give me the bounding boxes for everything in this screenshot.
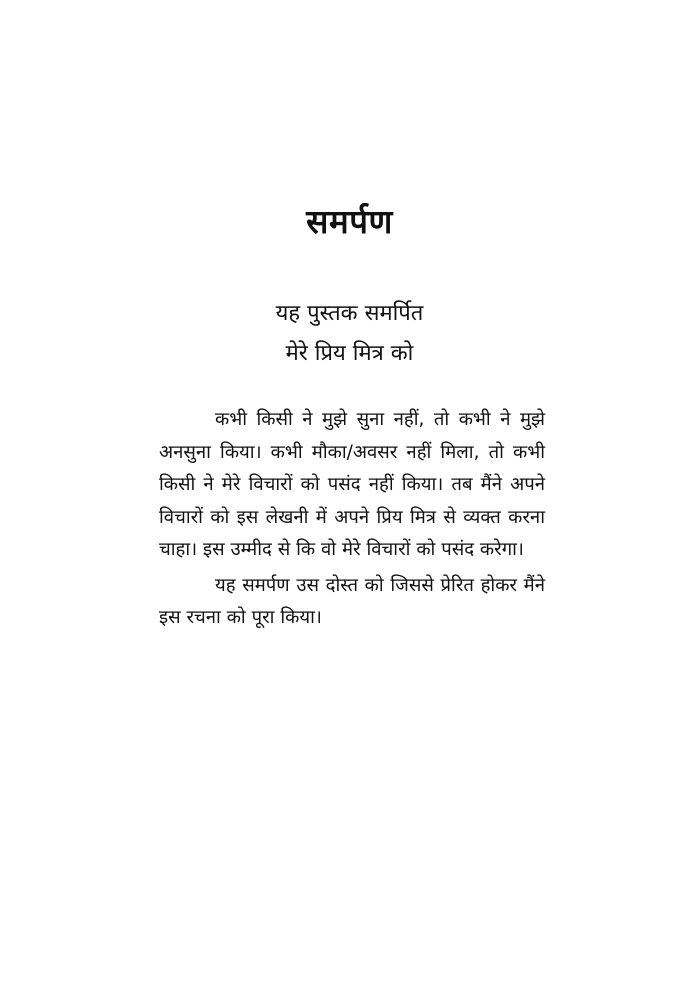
body-paragraph-1: कभी किसी ने मुझे सुना नहीं, तो कभी ने मुझे अनसुना किया। कभी मौका/अवसर नहीं मिला, तो कभी किसी ने मेरे विचारों को पसंद नहीं किया। तब मैंने अपने विचारों को इस लेखनी में अपने प्रिय मित्र से व्यक्त करना चाहा। इस उम्मीद से कि वो मेरे विचारों को पसंद करेगा। (159, 409, 545, 560)
dedication-line-1: यह पुस्तक समर्पित (275, 301, 424, 326)
page-title: समर्पण (306, 202, 393, 241)
body-paragraph-2: यह समर्पण उस दोस्त को जिससे प्रेरित होकर मैंने इस रचना को पूरा किया। (159, 574, 545, 628)
dedication-block (0, 294, 699, 374)
dedication-body (159, 404, 545, 635)
dedication-line-2: मेरे प्रिय मित्र को (285, 341, 414, 366)
